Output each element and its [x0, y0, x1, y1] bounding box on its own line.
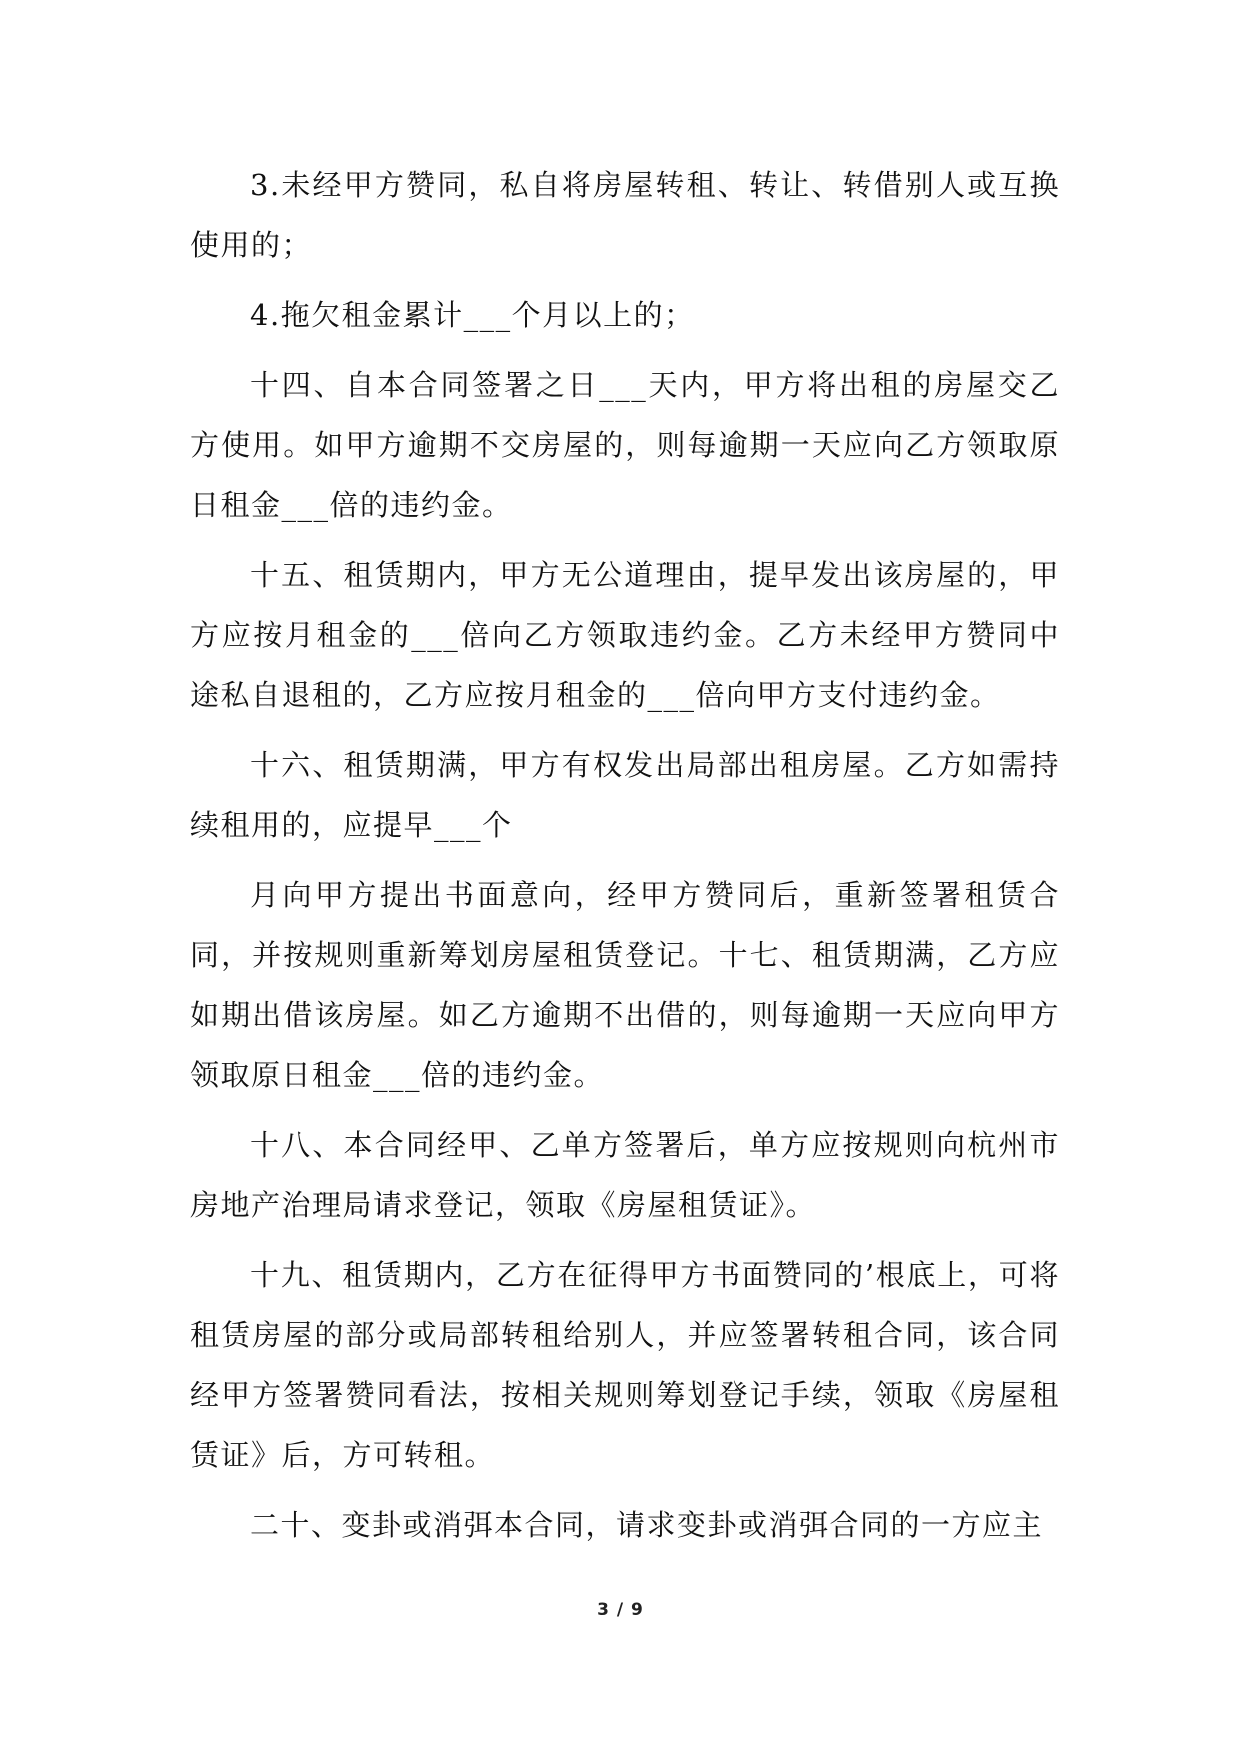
- paragraph-article-19: 十九、租赁期内，乙方在征得甲方书面赞同的’根底上，可将租赁房屋的部分或局部转租给别人，并应签署转租合同，该合同经甲方签署赞同看法，按相关规则筹划登记手续，领取《房屋租赁证》后，方可转租。: [190, 1258, 1060, 1472]
- paragraph-article-16-continued: 月向甲方提出书面意向，经甲方赞同后，重新签署租赁合同，并按规则重新筹划房屋租赁登记。十七、租赁期满，乙方应如期出借该房屋。如乙方逾期不出借的，则每逾期一天应向甲方领取原日租金___倍的违约金。: [190, 878, 1060, 1092]
- page-number: 3 / 9: [597, 1600, 644, 1620]
- paragraph-article-16: 十六、租赁期满，甲方有权发出局部出租房屋。乙方如需持续租用的，应提早___个: [190, 748, 1060, 842]
- paragraph-clause-3: 3.未经甲方赞同，私自将房屋转租、转让、转借别人或互换使用的；: [190, 168, 1060, 262]
- paragraph-article-15: 十五、租赁期内，甲方无公道理由，提早发出该房屋的，甲方应按月租金的___倍向乙方领取违约金。乙方未经甲方赞同中途私自退租的，乙方应按月租金的___倍向甲方支付违约金。: [190, 558, 1060, 712]
- paragraph-clause-4: 4.拖欠租金累计___个月以上的；: [250, 298, 695, 332]
- paragraph-article-14: 十四、自本合同签署之日___天内，甲方将出租的房屋交乙方使用。如甲方逾期不交房屋的，则每逾期一天应向乙方领取原日租金___倍的违约金。: [190, 368, 1060, 522]
- document-body: [190, 155, 1060, 1565]
- paragraph-article-20: 二十、变卦或消弭本合同，请求变卦或消弭合同的一方应主: [250, 1508, 1044, 1542]
- paragraph-article-18: 十八、本合同经甲、乙单方签署后，单方应按规则向杭州市房地产治理局请求登记，领取《房屋租赁证》。: [190, 1128, 1060, 1222]
